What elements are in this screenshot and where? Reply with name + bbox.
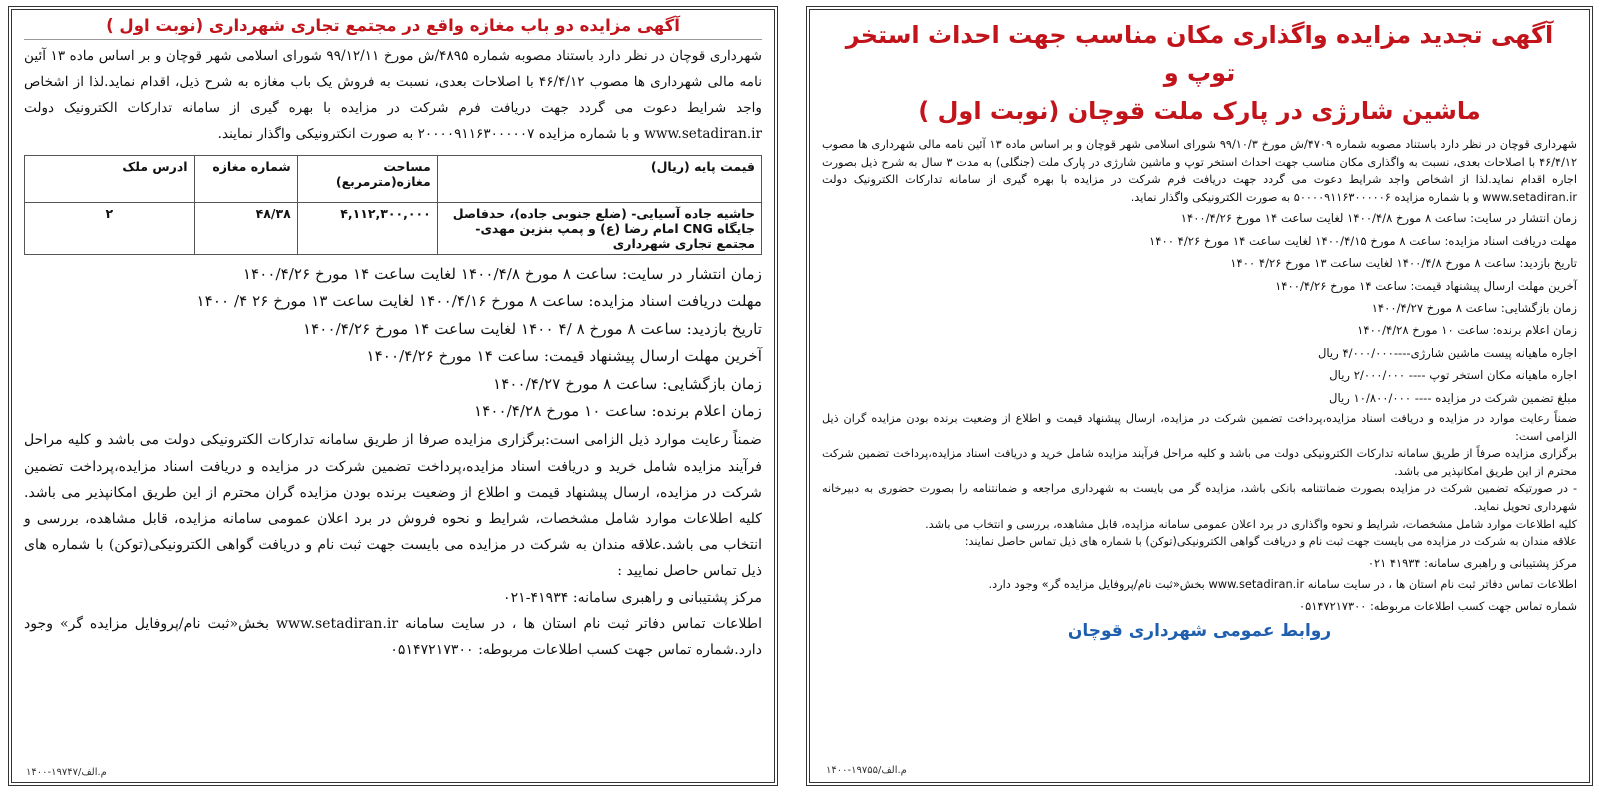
schedule-line: زمان بازگشایی: ساعت ۸ مورخ ۱۴۰۰/۴/۲۷ xyxy=(493,374,762,393)
cell-price: ۴,۱۱۲,۳۰۰,۰۰۰ xyxy=(297,203,437,255)
requirements-text: - در صورتیکه تضمین شرکت در مزایده بصورت ضمانتنامه بانکی باشد، مزایده گر می بایست به شهرداری مراجعه و ضمانتنامه را بصورت حضوری به دبیرخانه شهرداری تحویل نماید. xyxy=(822,482,1577,513)
requirements-text: علاقه مندان به شرکت در مزایده می بایست جهت ثبت نام و دریافت گواهی الکترونیکی(توکن) با شماره های ذیل تماس حاصل نمایند: xyxy=(964,535,1577,549)
requirements-text: ضمناً رعایت موارد ذیل الزامی است:برگزاری مزایده صرفا از طریق سامانه تدارکات الکترونیکی دولت می باشد و کلیه مراحل فرآیند مزایده شامل خرید و دریافت اسناد مزایده،پرداخت تضمین شرکت در مزایده و دریافت اسناد مزایده،پرداخت تضمین شرکت در مزایده، ارسال پیشنهاد قیمت و اطلاع از وضعیت برنده بودن مزایده گران محترم از این طریق امکانپذیر می باشد. کلیه اطلاعات موارد شامل مشخصات، شرایط و نحوه فروش در برد اعلان عمومی سامانه مزایده، قابل مشاهده، بررسی و انتخاب می باشد.علاقه مندان به شرکت در مزایده می بایست جهت ثبت نام و دریافت گواهی الکترونیکی(توکن) با شماره های ذیل تماس حاصل نمایید : xyxy=(24,432,762,580)
support-center-line: مرکز پشتیبانی و راهبری سامانه: ۴۱۹۳۴-۰۲۱ xyxy=(503,589,762,606)
schedule-line: زمان اعلام برنده: ساعت ۱۰ مورخ ۱۴۰۰/۴/۲۸ xyxy=(474,402,762,421)
notice-code: ۱۴۰۰-۱۹۷۵۵/م.الف xyxy=(826,765,907,776)
schedule-line: مهلت دریافت اسناد مزایده: ساعت ۸ مورخ ۱۴۰۰/۴/۱۶ لغایت ساعت ۱۳ مورخ ۲۶ ۴/ ۱۴۰۰ xyxy=(196,292,762,311)
notice-intro xyxy=(24,43,762,147)
requirements-text: برگزاری مزایده صرفاً از طریق سامانه تدارکات الکترونیکی دولت می باشد و کلیه مراحل فرآیند مزایده شامل خرید و دریافت اسناد مزایده،پرداخت تضمین شرکت محترم از این طریق امکانپذیر می باشد. xyxy=(822,447,1577,478)
table-row xyxy=(25,203,762,255)
schedule-line: آخرین مهلت ارسال پیشنهاد قیمت: ساعت ۱۴ مورخ ۱۴۰۰/۴/۲۶ xyxy=(1275,278,1577,293)
schedule-list xyxy=(822,207,1577,409)
notice-intro xyxy=(822,136,1577,206)
requirements xyxy=(822,410,1577,551)
contact-info-line: اطلاعات تماس دفاتر ثبت نام استان ها ، در سایت سامانه www.setadiran.ir بخش«ثبت نام/پروفایل مزایده گر» وجود دارد. xyxy=(988,577,1577,592)
schedule-line: زمان انتشار در سایت: ساعت ۸ مورخ ۱۴۰۰/۴/۸ لغایت ساعت ۱۴ مورخ ۱۴۰۰/۴/۲۶ xyxy=(1180,211,1577,226)
notice-title-line2: ماشین شارژی در پارک ملت قوچان (نوبت اول ) xyxy=(918,97,1481,125)
schedule-line: زمان انتشار در سایت: ساعت ۸ مورخ ۱۴۰۰/۴/۸ لغایت ساعت ۱۴ مورخ ۱۴۰۰/۴/۲۶ xyxy=(242,265,762,283)
requirements-text: کلیه اطلاعات موارد شامل مشخصات، شرایط و نحوه واگذاری در برد اعلان عمومی سامانه مزایده، قابل مشاهده، بررسی و انتخاب می باشد. xyxy=(925,517,1577,531)
contact-info-line: اطلاعات تماس دفاتر ثبت نام استان ها ، در سایت سامانه www.setadiran.ir بخش«ثبت نام/پروفایل مزایده گر» وجود دارد.شماره تماس جهت کسب اطلاعات مربوطه: ۰۵۱۴۷۲۱۷۳۰۰ xyxy=(24,615,762,659)
schedule-line: تاریخ بازدید: ساعت ۸ مورخ ۱۴۰۰/۴/۸ لغایت ساعت ۱۳ مورخ ۴/۲۶ ۱۴۰۰ xyxy=(1230,256,1577,271)
notice-code: ۱۴۰۰-۱۹۷۴۷/م.الف xyxy=(26,767,107,778)
schedule-line: زمان بازگشایی: ساعت ۸ مورخ ۱۴۰۰/۴/۲۷ xyxy=(1371,301,1577,315)
cell-shop-number: ۴۸/۳۸ xyxy=(194,203,297,255)
requirements-text: ضمناً رعایت موارد در مزایده و دریافت اسناد مزایده،پرداخت تضمین شرکت در مزایده، ارسال پیشنهاد قیمت و اطلاع از وضعیت برنده بودن مزایده گران ذیل الزامی است: xyxy=(822,412,1577,443)
schedule-line: مهلت دریافت اسناد مزایده: ساعت ۸ مورخ ۱۴۰۰/۴/۱۵ لغایت ساعت ۱۴ مورخ ۴/۲۶ ۱۴۰۰ xyxy=(1149,233,1577,248)
notice-title: آگهی مزایده دو باب مغازه واقع در مجتمع تجاری شهرداری (نوبت اول ) xyxy=(24,16,762,40)
phone-line: شماره تماس جهت کسب اطلاعات مربوطه: ۰۵۱۴۷۲۱۷۳۰۰ xyxy=(1299,598,1577,613)
notice-title xyxy=(822,16,1577,130)
notice-intro-text: شهرداری قوچان در نظر دارد باستناد مصوبه شماره ۴۷۰۹/ش مورخ ۹۹/۱۰/۳ شورای اسلامی شهر قوچان و بر اساس ماده ۱۳ آئین نامه مالی شهرداری ها مصوب ۴۶/۴/۱۲ با اصلاحات بعدی، نسبت به واگذاری مکان مناسب جهت احداث استخر توپ و ماشین شارژی در پارک ملت (جنگلی) به مدت ۳ سال به شرح ذیل بصورت اجاره اقدام نماید.لذا از اشخاص واجد شرایط دعوت می گردد جهت دریافت فرم شرکت در مزایده با بهره گیری از سامانه تدارکات الکترونیک دولت www.setadiran.ir و با شماره مزایده ۵۰۰۰۰۹۱۱۶۳۰۰۰۰۰۶ به صورت الکترونیکی واگذار نماید. xyxy=(822,138,1578,204)
schedule-list xyxy=(24,261,762,425)
cell-address: حاشیه جاده آسیایی- (ضلع جنوبی جاده)، حدفاصل جایگاه CNG امام رضا (ع) و پمپ بنزین مهدی- مجتمع تجاری شهرداری xyxy=(437,203,761,255)
rent-line: اجاره ماهیانه مکان استخر توپ ---- ۲/۰۰۰/۰۰۰ ریال xyxy=(1329,368,1577,383)
requirements xyxy=(24,427,762,663)
schedule-line: تاریخ بازدید: ساعت ۸ مورخ ۸ /۴ ۱۴۰۰ لغایت ساعت ۱۴ مورخ ۱۴۰۰/۴/۲۶ xyxy=(302,319,762,338)
property-table xyxy=(24,155,762,255)
header-price: قیمت پایه (ریال) xyxy=(437,156,761,203)
schedule-line: آخرین مهلت ارسال پیشنهاد قیمت: ساعت ۱۴ مورخ ۱۴۰۰/۴/۲۶ xyxy=(366,347,762,366)
park-lease-auction-notice xyxy=(806,6,1593,786)
table-header-row xyxy=(25,156,762,203)
shop-auction-notice xyxy=(8,6,778,786)
support-center-line: مرکز پشتیبانی و راهبری سامانه: ۴۱۹۳۴ ۰۲۱ xyxy=(1367,555,1577,570)
notice-title-line1: آگهی تجدید مزایده واگذاری مکان مناسب جهت احداث استخر توپ و xyxy=(845,21,1554,87)
header-address: ادرس ملک xyxy=(25,156,195,203)
cell-count: ۲ xyxy=(25,203,195,255)
guarantee-line: مبلغ تضمین شرکت در مزایده ---- ۱۰/۸۰۰/۰۰۰ ریال xyxy=(1329,390,1577,405)
header-shop-number: شماره مغازه xyxy=(194,156,297,203)
signature: روابط عمومی شهرداری قوچان xyxy=(1067,621,1332,642)
schedule-line: زمان اعلام برنده: ساعت ۱۰ مورخ ۱۴۰۰/۴/۲۸ xyxy=(1357,323,1577,338)
header-area: مساحت مغازه(مترمربع) xyxy=(297,156,437,203)
rent-line: اجاره ماهیانه پیست ماشین شارژی----۴/۰۰۰/۰۰۰ ریال xyxy=(1317,345,1577,360)
notice-intro-text: شهرداری قوچان در نظر دارد باستناد مصوبه شماره ۴۸۹۵/ش مورخ ۹۹/۱۲/۱۱ شورای اسلامی شهر قوچان و بر اساس ماده ۱۳ آئین نامه مالی شهرداری ها مصوب ۴۶/۴/۱۲ با اصلاحات بعدی، نسبت به فروش یک باب مغازه به شرح ذیل، اقدام نماید.لذا از اشخاص واجد شرایط دعوت می گردد جهت دریافت فرم شرکت در مزایده با بهره گیری از سامانه تدارکات الکترونیک دولت www.setadiran.ir و با شماره مزایده ۲۰۰۰۰۹۱۱۶۳۰۰۰۰۰۷ به صورت انکترونیکی واگذار نمایند. xyxy=(24,48,763,142)
contact-list xyxy=(822,553,1577,618)
